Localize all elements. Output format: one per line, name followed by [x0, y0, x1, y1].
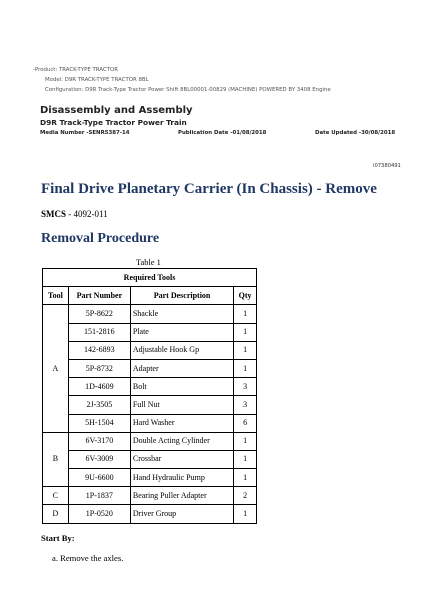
part-number-cell: 6V-3009: [68, 450, 130, 468]
tool-group-cell: D: [43, 505, 69, 523]
part-description-cell: Bolt: [130, 378, 233, 396]
qty-cell: 1: [234, 341, 257, 359]
qty-cell: 1: [234, 323, 257, 341]
qty-cell: 1: [234, 505, 257, 523]
part-description-cell: Shackle: [130, 305, 233, 323]
part-number-cell: 5H-1504: [68, 414, 130, 432]
part-description-cell: Plate: [130, 323, 233, 341]
table-row: [43, 505, 257, 523]
part-description-cell: Bearing Puller Adapter: [130, 487, 233, 505]
table-row: [43, 305, 257, 323]
part-number-cell: 1D-4609: [68, 378, 130, 396]
part-description-cell: Hard Washer: [130, 414, 233, 432]
page-title: Final Drive Planetary Carrier (In Chassis) - Remove: [41, 181, 377, 197]
document-subtitle: D9R Track-Type Tractor Power Train: [40, 118, 187, 127]
qty-cell: 6: [234, 414, 257, 432]
qty-cell: 3: [234, 378, 257, 396]
qty-cell: 1: [234, 432, 257, 450]
required-tools-table: [42, 268, 257, 524]
tool-group-cell: C: [43, 487, 69, 505]
start-by-step: a. Remove the axles.: [52, 553, 124, 563]
tool-group-cell: A: [43, 305, 69, 432]
table-row: [43, 432, 257, 450]
table-row: [43, 487, 257, 505]
start-by-label: Start By:: [41, 533, 75, 543]
qty-cell: 2: [234, 487, 257, 505]
qty-cell: 1: [234, 305, 257, 323]
table-row: [43, 469, 257, 487]
qty-cell: 3: [234, 396, 257, 414]
table-row: [43, 323, 257, 341]
column-header-qty: Qty: [234, 287, 257, 305]
table-caption: Table 1: [136, 258, 161, 267]
table-row: [43, 414, 257, 432]
part-number-cell: 2J-3505: [68, 396, 130, 414]
part-number-cell: 5P-8732: [68, 359, 130, 377]
part-number-cell: 151-2816: [68, 323, 130, 341]
qty-cell: 1: [234, 359, 257, 377]
table-row: [43, 341, 257, 359]
part-number-cell: 142-6893: [68, 341, 130, 359]
image-id: i07380491: [373, 163, 401, 169]
table-row: [43, 359, 257, 377]
section-title: Removal Procedure: [41, 231, 160, 246]
tool-group-cell: B: [43, 432, 69, 487]
part-number-cell: 9U-6600: [68, 469, 130, 487]
table-row: [43, 450, 257, 468]
part-description-cell: Driver Group: [130, 505, 233, 523]
model-line: Model: D9R TRACK-TYPE TRACTOR 8BL: [45, 77, 149, 83]
part-description-cell: Hand Hydraulic Pump: [130, 469, 233, 487]
part-description-cell: Crossbar: [130, 450, 233, 468]
table-body: [43, 305, 257, 523]
smcs-code: [41, 209, 108, 219]
media-number: Media Number -SENR5387-14: [40, 130, 130, 136]
document-title: Disassembly and Assembly: [40, 105, 193, 116]
part-description-cell: Adapter: [130, 359, 233, 377]
column-header-part-description: Part Description: [130, 287, 233, 305]
date-updated: Date Updated -30/08/2018: [315, 130, 396, 136]
table-heading: Required Tools: [43, 269, 257, 287]
column-header-tool: Tool: [43, 287, 69, 305]
publication-date: Publication Date -01/08/2018: [178, 130, 267, 136]
smcs-value: - 4092-011: [66, 209, 108, 219]
part-number-cell: 1P-1837: [68, 487, 130, 505]
table-row: [43, 378, 257, 396]
qty-cell: 1: [234, 469, 257, 487]
part-number-cell: 6V-3170: [68, 432, 130, 450]
part-description-cell: Double Acting Cylinder: [130, 432, 233, 450]
part-description-cell: Adjustable Hook Gp: [130, 341, 233, 359]
configuration-line: Configuration: D9R Track-Type Tractor Power Shift 8BL00001-00829 (MACHINE) POWERED BY 3408 Engine: [45, 87, 331, 93]
part-description-cell: Full Nut: [130, 396, 233, 414]
column-header-part-number: Part Number: [68, 287, 130, 305]
part-number-cell: 1P-0520: [68, 505, 130, 523]
product-line: -Product: TRACK-TYPE TRACTOR: [33, 67, 118, 73]
smcs-label: SMCS: [41, 209, 67, 219]
table-row: [43, 396, 257, 414]
part-number-cell: 5P-8622: [68, 305, 130, 323]
qty-cell: 1: [234, 450, 257, 468]
